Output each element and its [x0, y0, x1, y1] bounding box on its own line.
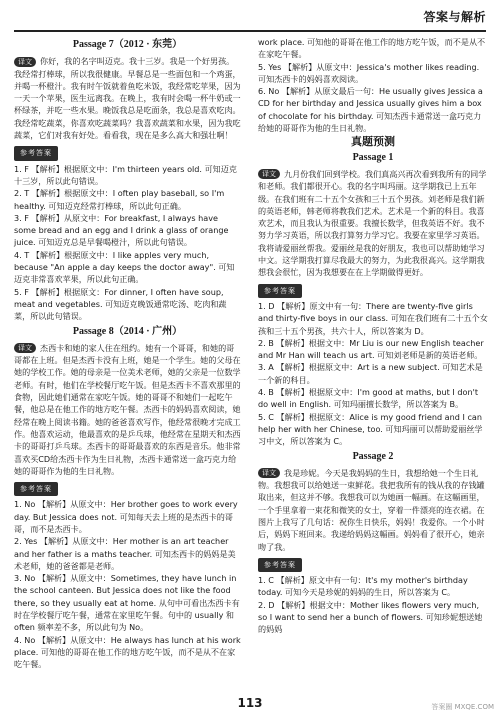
passage-8-title: Passage 8（2014 · 广州） [72, 325, 183, 337]
header-title: 答案与解析 [423, 10, 486, 24]
translation-badge: 译文 [258, 169, 280, 179]
answer-item: 4. B 【解析】根据原文中：I'm good at maths, but I don't do well in English. 可知玛丽擅长数学，所以答案为 B。 [258, 387, 478, 410]
answer-tag: 参考答案 [14, 482, 58, 496]
passage-7-title: Passage 7（2012 · 东莞） [72, 39, 183, 50]
answer-item: 2. Yes 【解析】从原文中：Her mother is an art teacher and her father is a maths teacher. 可知杰西卡的妈妈是美术老师，她的爸爸都是老师。 [14, 536, 236, 571]
answer-item: work place. 可知他的哥哥在他工作的地方吃午饭，而不是从不在家吃午餐。 [258, 37, 486, 60]
answer-item: 1. D 【解析】原文中有一句：There are twenty-five girls and thirty-five boys in our class. 可知在我们班有二十五个女孩和三十五个男孩，共六十人，所以答案为 D。 [258, 300, 488, 336]
watermark-logo: 答案圈 MXQE.COM [431, 703, 494, 711]
answer-item: 1. C 【解析】原文中有一句：It's my mother's birthday today. 可知今天是珍妮的妈妈的生日，所以答案为 C。 [258, 575, 468, 598]
answer-item: 1. No 【解析】从原文中：Her brother goes to work every day. But Jessica does not. 可知每天去上班的是杰西卡的哥哥，而不是杰西卡。 [14, 499, 238, 534]
section-title: 真题预测 [351, 135, 395, 149]
translation-badge: 译文 [258, 468, 280, 478]
left-column [14, 36, 241, 671]
page-number: 113 [237, 696, 263, 710]
right-column [258, 36, 488, 636]
answer-item: 5. F 【解析】根据原文：For dinner, I often have soup, meat and vegetables. 可知迈克晚饭通常吃汤、吃肉和蔬菜，所以此句错误。 [14, 286, 227, 322]
translation-badge: 译文 [14, 343, 36, 353]
passage-8-translation: 译文 杰西卡和她的家人住在纽约。她有一个哥哥，和她的哥哥都在上班。但是杰西卡没有上班，她是一个学生。她的父母在她的学校工作。她的母亲是一位美术老师，她的父亲是一位数学老师。有时，他们在学校餐厅吃午饭。但是杰西卡不喜欢那里的食物，因此她们通常在家吃午饭。她的哥哥不和她们一起吃午餐，他总是在他工作的地方吃午餐。杰西卡的妈妈喜欢阅读，她经常在晚上阅读书籍。她的爸爸喜欢写作，他经常很晚才完成工作。他喜欢运动，他最喜欢的是乒乓球，他经常在星期天和杰西卡的哥哥打乒乓球。杰西卡的哥哥最喜欢的东西是音乐。他非常喜欢买CD给杰西卡作为生日礼物，杰西卡通常送一盒巧克力给她的哥哥作为他的生日礼物。 [14, 342, 241, 476]
header-divider [14, 30, 486, 32]
answer-tag: 参考答案 [258, 284, 302, 298]
answer-tag: 参考答案 [14, 146, 58, 160]
answer-item: 5. Yes 【解析】从原文中：Jessica's mother likes reading. 可知杰西卡的妈妈喜欢阅读。 [258, 61, 480, 84]
answer-item: 4. T 【解析】根据原文中：I like apples very much, because "An apple a day keeps the doctor away". 可知迈克非常喜欢苹果，所以此句正确。 [14, 249, 235, 285]
passage-2-title: Passage 2 [352, 450, 394, 462]
passage-7-translation: 译文 你好，我的名字叫迈克。我十三岁。我是一个好男孩。我经常打棒球，所以我很健康。早餐总是一些面包和一个鸡蛋，并喝一杯橙汁。我有时午饭就着鱼吃米饭，我经常吃苹果，因为一天一个苹果，医生远离我。在晚上，我有时会喝一杯牛奶或一杯绿茶，并吃一些水果。晚饭我总是吃面条，我总是喜欢吃肉。我经常吃蔬菜，你喜欢吃蔬菜吗？我喜欢蔬菜和水果，因为我吃蔬菜，它们对我有好处。看看我，现在是多么高大和强壮啊！ [14, 56, 241, 141]
answer-item: 2. B 【解析】根据文中：Mr Liu is our new English teacher and Mr Han will teach us art. 可知刘老师是新的英语老师。 [258, 337, 484, 361]
answer-item: 3. A 【解析】根据原文中：Art is a new subject. 可知艺术是一个新的科目。 [258, 362, 483, 385]
answer-item: 5. C 【解析】根据原文：Alice is my good friend and I can help her with her Chinese, too. 可知玛丽可以帮助爱丽丝学习中文，所以答案为 C。 [258, 411, 483, 447]
page-header [0, 0, 500, 30]
passage-1-translation: 译文 九月份我们回到学校。我们真高兴再次看到我所有的同学和老师。我们都很开心。我的名字叫玛丽。这学期我已上五年级。在我们班有二十五个女孩和三十五个男孩。刘老师是我们新的英语老师，韩老师将教我们艺术。艺术是一个新的科目。我喜欢艺术，而且我认为很重要。我擅长数学，但我英语不好。我不努力学习英语，所以我打算努力学习它。我要在家里学习英语。我将请爱丽丝帮我。爱丽丝是我的好朋友，我也可以帮助她学习中文。这学期我打算尽我最大的努力，为此我很高兴。这学期我想我会很忙，因为我想要在在上学期做得更好。 [258, 168, 487, 278]
answer-item: 1. F 【解析】根据原文中：I'm thirteen years old. 可知迈克十三岁，所以此句错误。 [14, 163, 237, 186]
translation-badge: 译文 [14, 57, 36, 67]
answer-item: 2. T 【解析】根据原文中：I often play baseball, so I'm healthy. 可知迈克经常打棒球，所以此句正确。 [14, 188, 225, 211]
answer-item: 6. No 【解析】从原文最后一句：He usually gives Jessica a CD for her birthday and Jessica usually gives him a box of chocolate for his birthday. 可知杰西卡通常送一盒巧克力给她的哥哥作为他的生日礼物。 [258, 86, 483, 134]
passage-1-title: Passage 1 [352, 151, 394, 163]
answer-item: 3. F 【解析】从原文中：For breakfast, I always have some bread and an egg and I drink a glass of orange juice. 可知迈克总是早餐喝橙汁，所以此句错误。 [14, 212, 229, 248]
answer-tag: 参考答案 [258, 558, 302, 572]
answer-item: 2. D 【解析】根据文中：Mother likes flowers very much, so I want to send her a bunch of flowers. 可知珍妮想送她的妈妈 [258, 599, 483, 635]
passage-2-translation: 译文 我是珍妮。今天是我妈妈的生日，我想给她一个生日礼物。我想我可以给她送一束鲜花。我把我所有的钱从我的存钱罐取出来，但这并不够。我想我可以为她画一幅画。在这幅画里，一个手里拿着一束花和微笑的女士，穿着一件漂亮的连衣裙。在图片上我写了几句话：祝你生日快乐，妈妈！我爱你。一个小时后，妈妈下班回来。我递给妈妈这幅画。妈妈看了很开心，她亲吻了我。 [258, 467, 485, 552]
answer-item: 3. No 【解析】从原文中：Sometimes, they have lunch in the school canteen. But Jessica does not like the food there, so they usually eat at home. 从句中可看出杰西卡有时在学校餐厅吃午餐，通常在家里吃午餐。句中的 usually 和 often 频率差不多，所以此句为 No。 [14, 573, 240, 633]
answer-item: 4. No 【解析】从原文中：He always has lunch at his work place. 可知他的哥哥在他工作的地方吃午饭，而不是从不在家吃午餐。 [14, 634, 241, 670]
